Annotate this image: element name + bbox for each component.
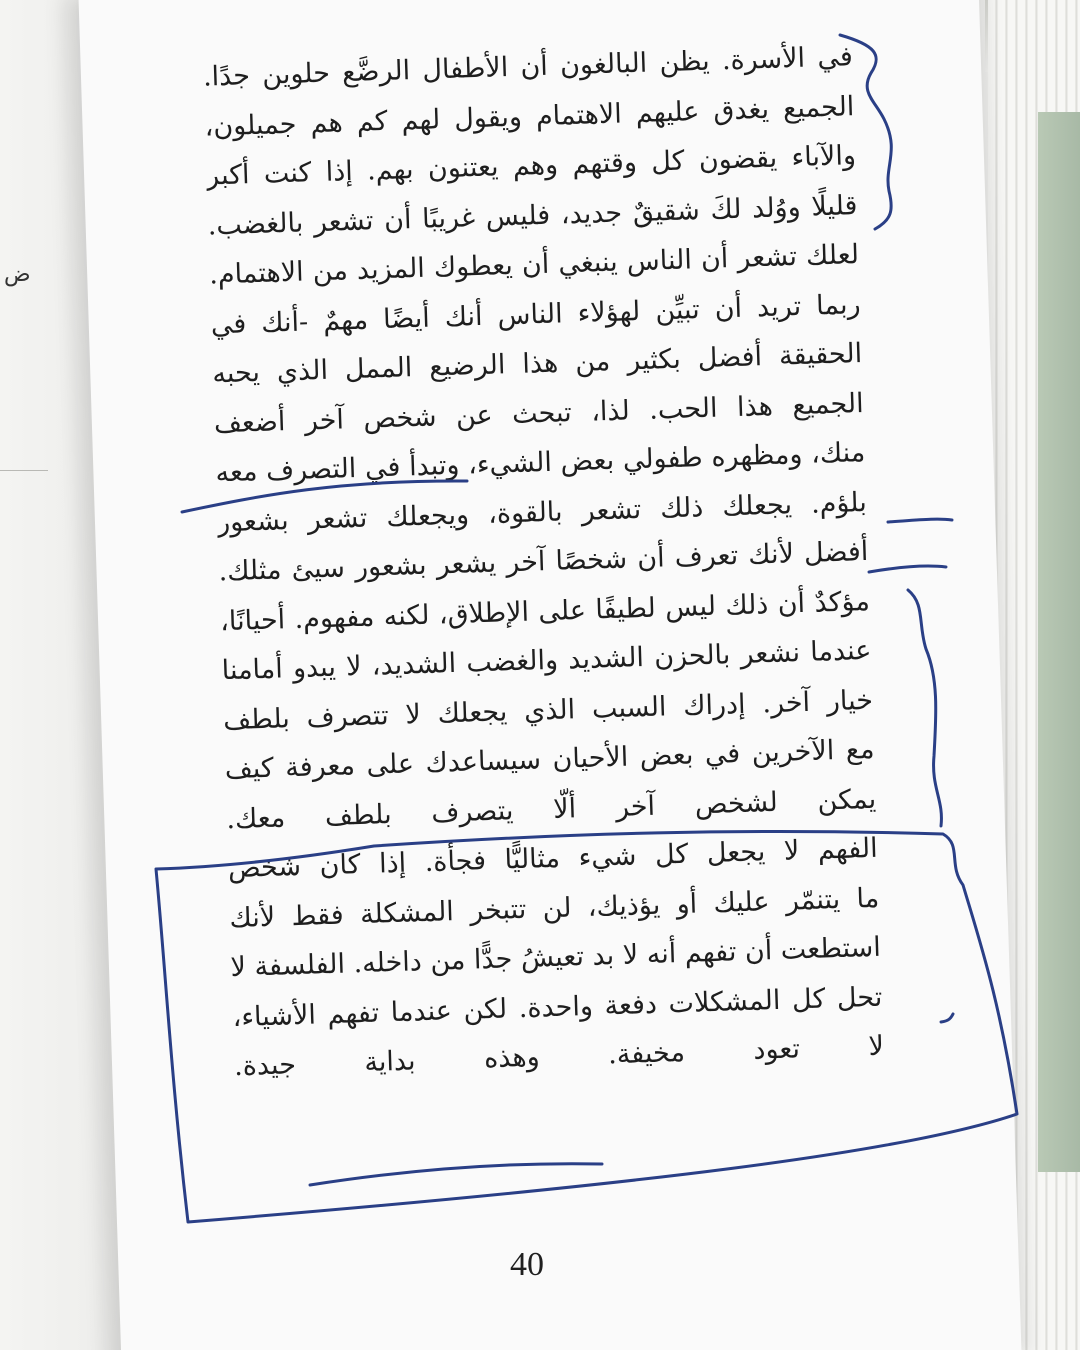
text-line: عندما نشعر بالحزن الشديد والغضب الشديد، لا يبدو أمامنا bbox=[221, 634, 872, 687]
left-page-rule bbox=[0, 470, 48, 471]
text-line: الحقيقة أفضل بكثير من هذا الرضيع الممل الذي يحبه bbox=[211, 338, 863, 390]
left-page-text-fragment: ض bbox=[4, 262, 31, 287]
text-line: أفضل لأنك تعرف أن شخصًا آخر يشعر بشعور سيئ مثلك. bbox=[218, 535, 869, 588]
text-line: ربما تريد أن تبيِّن لهؤلاء الناس أنك أيضًا مهمٌ -أنك في bbox=[210, 288, 861, 340]
text-line: مع الآخرين في بعض الأحيان سيساعدك على معرفة كيف bbox=[224, 733, 875, 786]
text-line: الجميع هذا الحب. لذا، تبحث عن شخص آخر أضعف bbox=[213, 387, 865, 439]
text-line: استطعت أن تفهم أنه لا بد تعيشُ جدًّا من داخله. الفلسفة لا bbox=[230, 931, 882, 984]
text-line: لا تعود مخيفة. وهذه بداية جيدة. bbox=[233, 1030, 885, 1083]
green-book-edge bbox=[1038, 112, 1080, 1172]
text-line: ما يتنمّر عليك أو يؤذيك، لن تتبخر المشكلة فقط لأنك bbox=[228, 882, 880, 934]
text-line: لعلك تشعر أن الناس ينبغي أن يعطوك المزيد من الاهتمام. bbox=[208, 239, 860, 291]
text-line: الفهم لا يجعل كل شيء مثاليًّا فجأة. إذا كان شخص bbox=[227, 832, 879, 885]
text-line: مؤكدٌ أن ذلك ليس لطيفًا على الإطلاق، لكنه مفهوم. أحيانًا، bbox=[219, 585, 871, 637]
text-line: تحل كل المشكلات دفعة واحدة. لكن عندما تفهم الأشياء، bbox=[232, 981, 883, 1033]
text-line: قليلًا ووُلد لكَ شقيقٌ جديد، فليس غريبًا أن تشعر بالغضب. bbox=[207, 189, 858, 242]
arabic-body-text bbox=[202, 32, 884, 1091]
text-line: في الأسرة. يظن البالغون أن الأطفال الرضَّع حلوين جدًا. bbox=[202, 41, 854, 93]
text-line: الجميع يغدق عليهم الاهتمام ويقول لهم كم هم جميلون، bbox=[204, 90, 855, 143]
text-line: والآباء يقضون كل وقتهم وهم يعتنون بهم. إذا كنت أكبر bbox=[205, 140, 857, 192]
text-line: يمكن لشخص آخر ألّا يتصرف بلطف معك. bbox=[225, 783, 877, 835]
book-page bbox=[78, 0, 1021, 1350]
text-line: بلؤم. يجعلك ذلك تشعر بالقوة، ويجعلك تشعر بشعور bbox=[216, 486, 868, 538]
text-line: منك، ومظهره طفولي بعض الشيء، وتبدأ في التصرف معه bbox=[215, 436, 866, 489]
page-number: 40 bbox=[510, 1246, 544, 1283]
text-line: خيار آخر. إدراك السبب الذي يجعلك لا تتصرف بلطف bbox=[222, 684, 874, 736]
